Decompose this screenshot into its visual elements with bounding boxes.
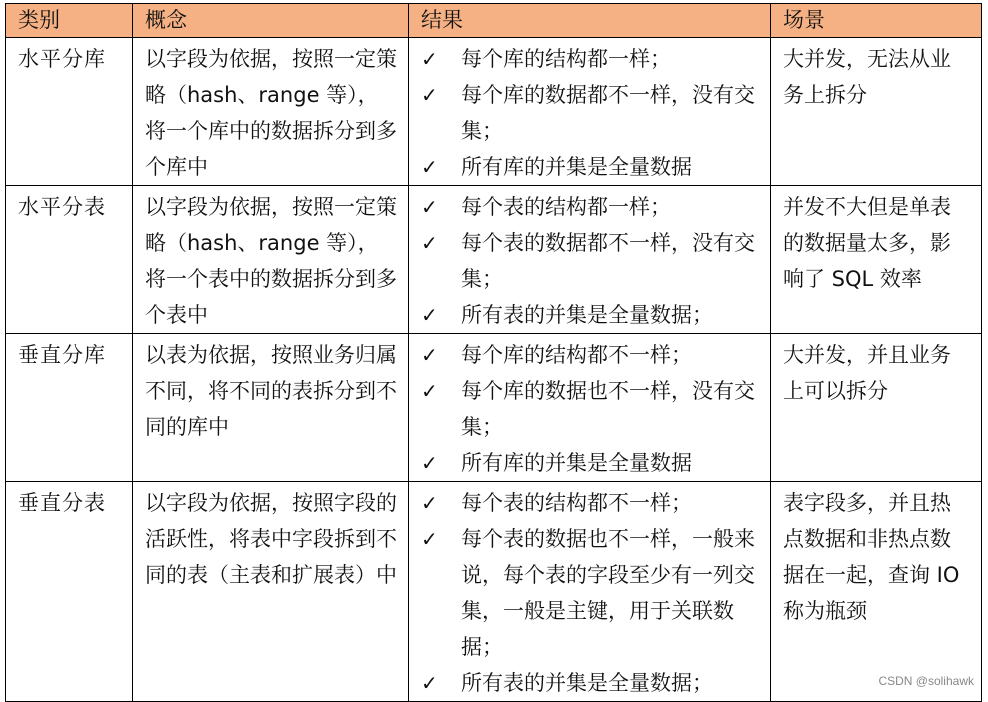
scenario-cell: 表字段多，并且热点数据和非热点数据在一起，查询 IO 称为瓶颈	[771, 482, 982, 702]
result-text: 所有库的并集是全量数据	[461, 155, 692, 179]
table-row	[6, 482, 982, 702]
checkmark-icon: ✓	[421, 527, 438, 551]
category-cell: 水平分库	[6, 38, 133, 186]
checkmark-icon: ✓	[421, 195, 438, 219]
checkmark-icon: ✓	[421, 83, 438, 107]
result-text: 所有表的并集是全量数据；	[461, 671, 713, 695]
checkmark-icon: ✓	[421, 231, 438, 255]
result-item	[421, 297, 764, 333]
result-item	[421, 225, 764, 297]
checkmark-icon: ✓	[421, 379, 438, 403]
result-item	[421, 149, 764, 185]
result-text: 每个库的结构都一样；	[461, 47, 671, 71]
checkmark-icon: ✓	[421, 451, 438, 475]
result-item	[421, 189, 764, 225]
concept-cell: 以字段为依据，按照一定策略（hash、range 等），将一个表中的数据拆分到多个表中	[133, 186, 409, 334]
result-item	[421, 373, 764, 445]
header-scenario: 场景	[771, 4, 982, 38]
result-cell	[409, 38, 771, 186]
result-text: 每个库的数据也不一样，没有交集；	[461, 379, 755, 439]
result-item	[421, 77, 764, 149]
header-category: 类别	[6, 4, 133, 38]
result-item	[421, 41, 764, 77]
scenario-cell: 大并发，无法从业务上拆分	[771, 38, 982, 186]
result-cell	[409, 482, 771, 702]
concept-cell: 以字段为依据，按照字段的活跃性，将表中字段拆到不同的表（主表和扩展表）中	[133, 482, 409, 702]
result-text: 所有表的并集是全量数据；	[461, 303, 713, 327]
result-text: 每个表的结构都一样；	[461, 195, 671, 219]
table-row	[6, 334, 982, 482]
category-cell: 垂直分表	[6, 482, 133, 702]
table-row	[6, 38, 982, 186]
result-item	[421, 445, 764, 481]
checkmark-icon: ✓	[421, 491, 438, 515]
result-item	[421, 485, 764, 521]
result-item	[421, 665, 764, 701]
checkmark-icon: ✓	[421, 47, 438, 71]
result-cell	[409, 334, 771, 482]
result-text: 每个库的数据都不一样，没有交集；	[461, 83, 755, 143]
result-item	[421, 521, 764, 665]
checkmark-icon: ✓	[421, 155, 438, 179]
category-cell: 垂直分库	[6, 334, 133, 482]
comparison-table	[5, 3, 982, 702]
header-result: 结果	[409, 4, 771, 38]
result-text: 每个表的数据都不一样，没有交集；	[461, 231, 755, 291]
header-concept: 概念	[133, 4, 409, 38]
header-row	[6, 4, 982, 38]
concept-cell: 以表为依据，按照业务归属不同，将不同的表拆分到不同的库中	[133, 334, 409, 482]
result-text: 每个库的结构都不一样；	[461, 343, 692, 367]
result-text: 所有库的并集是全量数据	[461, 451, 692, 475]
result-text: 每个表的结构都不一样；	[461, 491, 692, 515]
result-text: 每个表的数据也不一样，一般来说，每个表的字段至少有一列交集，一般是主键，用于关联数据；	[461, 527, 755, 659]
watermark: CSDN @solihawk	[878, 674, 974, 688]
checkmark-icon: ✓	[421, 303, 438, 327]
checkmark-icon: ✓	[421, 671, 438, 695]
category-cell: 水平分表	[6, 186, 133, 334]
checkmark-icon: ✓	[421, 343, 438, 367]
concept-cell: 以字段为依据，按照一定策略（hash、range 等），将一个库中的数据拆分到多个库中	[133, 38, 409, 186]
scenario-cell: 大并发，并且业务上可以拆分	[771, 334, 982, 482]
scenario-cell: 并发不大但是单表的数据量太多，影响了 SQL 效率	[771, 186, 982, 334]
table-row	[6, 186, 982, 334]
result-cell	[409, 186, 771, 334]
result-item	[421, 337, 764, 373]
